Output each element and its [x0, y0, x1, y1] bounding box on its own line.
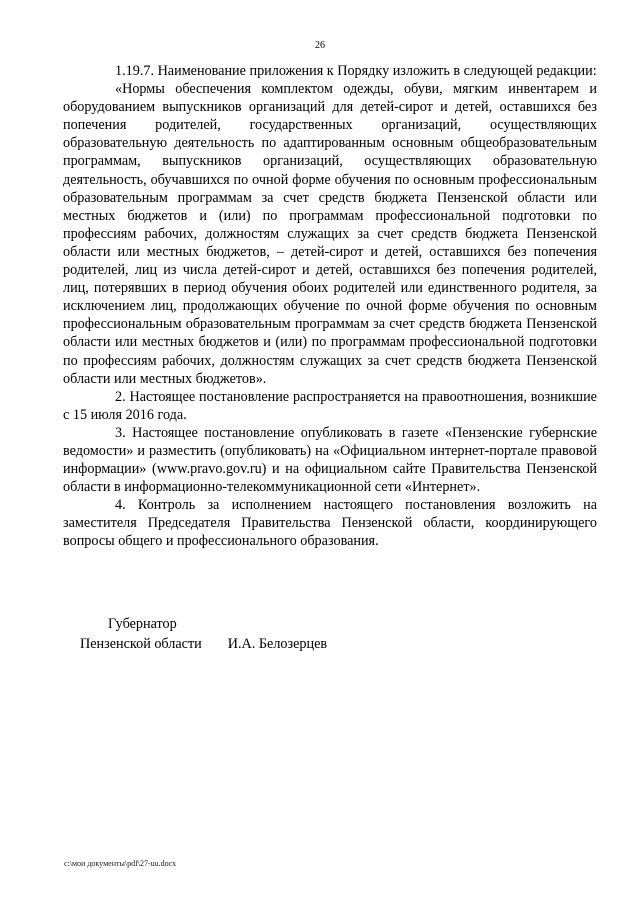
signature-title-region: Пензенской области	[80, 636, 202, 652]
signature-block	[80, 614, 327, 654]
page-number: 26	[315, 40, 325, 51]
paragraph-publication: 3. Настоящее постановление опубликовать в газете «Пензенские губернские ведомости» и разместить (опубликовать) на «Официальном интернет-портале правовой информации» (www.pravo.gov.ru) и на официальном сайте Правительства Пензенской области в информационно-телекоммуникационной сети «Интернет».	[63, 424, 597, 496]
signature-title-governor: Губернатор	[108, 616, 177, 632]
signature-row	[80, 634, 327, 654]
paragraph-control: 4. Контроль за исполнением настоящего постановления возложить на заместителя Председателя Правительства Пензенской области, координирующего вопросы общего и профессионального образования.	[63, 497, 597, 550]
paragraph-norms-title: «Нормы обеспечения комплектом одежды, обуви, мягким инвентарем и оборудованием выпускников организаций для детей-сирот и детей, оставшихся без попечения родителей, государственных организаций, осуществляющих образовательную деятельность по адаптированным основным общеобразовательным программам, выпускников организаций, осуществляющих образовательную деятельность, обучавшихся по очной форме обучения по основным профессиональным образовательным программам за счет средств бюджета Пензенской области или местных бюджетов и (или) по программам профессиональной подготовки по профессиям рабочих, должностям служащих за счет средств бюджета Пензенской области или местных бюджетов, – детей-сирот и детей, оставшихся без попечения родителей, лиц из числа детей-сирот и детей, оставшихся без попечения родителей, лиц, потерявших в период обучения обоих родителей или единственного родителя, за исключением лиц, продолжающих обучение по очной форме обучения по основным профессиональным образовательным программам за счет средств бюджета Пензенской области или местных бюджетов и (или) по программам профессиональной подготовки по профессиям рабочих, должностям служащих за счет средств бюджета Пензенской области или местных бюджетов».	[63, 81, 597, 387]
footer-file-path: c:\мои документы\pdf\27-uu.docx	[64, 859, 177, 868]
document-body	[63, 62, 597, 551]
paragraph-amendment-heading: 1.19.7. Наименование приложения к Порядку изложить в следующей редакции:	[115, 63, 597, 79]
signature-name: И.А. Белозерцев	[227, 636, 328, 652]
paragraph-effective-date: 2. Настоящее постановление распространяется на правоотношения, возникшие с 15 июля 2016 года.	[63, 388, 597, 423]
